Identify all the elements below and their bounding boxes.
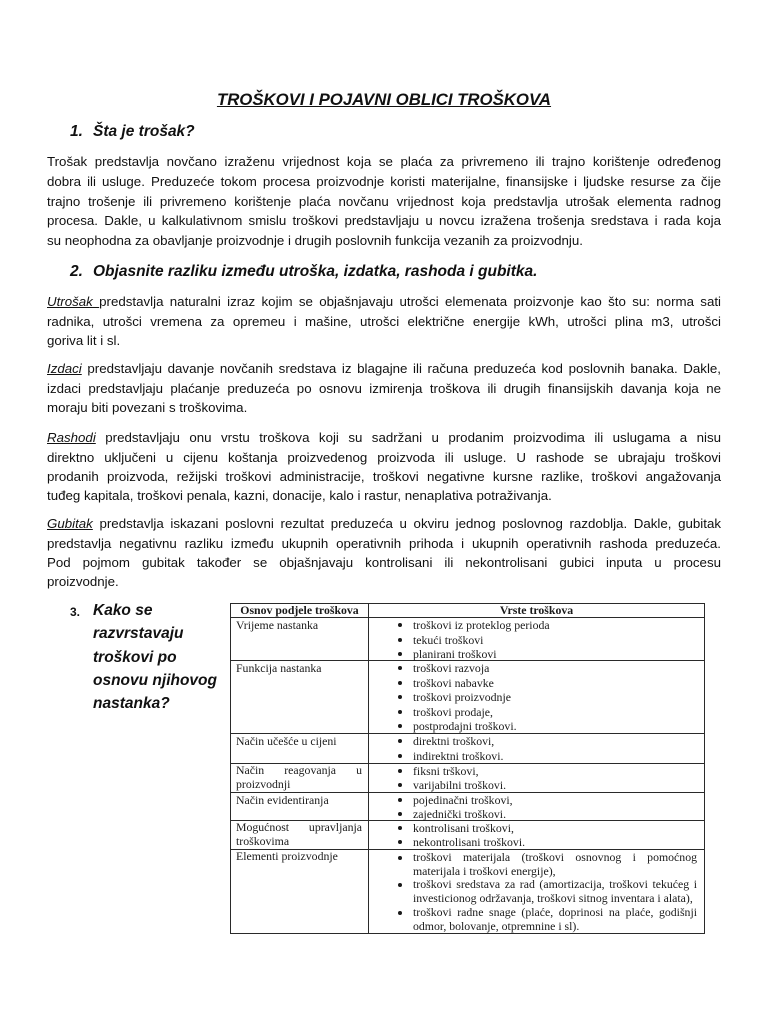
term-gubitak: Gubitak xyxy=(47,516,93,532)
table-header-cell: Vrste troškova xyxy=(499,603,574,617)
section-2-heading xyxy=(70,262,537,282)
cost-type-item xyxy=(413,851,697,878)
table-header-cell: Osnov podjele troškova xyxy=(231,604,369,617)
izdaci-paragraph xyxy=(47,359,721,417)
item-line: troškovi materijala (troškovi osnovnog i pomoćnog xyxy=(413,850,697,864)
section-1-heading xyxy=(70,122,195,142)
text-line: proizvodnje. xyxy=(47,574,119,589)
cost-type-item: indirektni troškovi. xyxy=(413,749,697,764)
basis-label: Funkcija nastanka xyxy=(236,661,322,675)
text-line: moraju biti povezani s troškovima. xyxy=(47,399,248,415)
cost-type-item: pojedinačni troškovi, xyxy=(413,793,697,807)
text-line: tuđeg kapitala, troškovi penala, kazni, donacije, kalo i rastur, nenaplativa potraživanja. xyxy=(47,488,552,503)
heading-line: troškovi po xyxy=(93,648,177,666)
basis-cell xyxy=(231,734,369,763)
text-line: dobra ili usluge. Preduzeće tokom procesa proizvodnje koristi materijalne, finansijske i ljudske resurse za čije xyxy=(47,173,721,189)
item-line: materijala i troškovi energije), xyxy=(413,863,556,878)
basis-cell xyxy=(231,821,369,849)
basis-label: Vrijeme nastanka xyxy=(236,618,319,632)
text-line: su neophodna za obavljanje proizvodnje i drugih poslovnih funkcija vezanih za proizvodnju. xyxy=(47,233,583,248)
text-line: Pod pojmom gubitak također se objašnjavaju kontrolisani ili nekontrolisani gubici inputa u procesu xyxy=(47,554,721,570)
cost-type-item: postprodajni troškovi. xyxy=(413,719,697,734)
basis-cell xyxy=(231,793,369,820)
basis-label: troškovima xyxy=(236,833,290,848)
basis-label: Način reagovanja u xyxy=(236,763,362,777)
cost-type-item: troškovi prodaje, xyxy=(413,705,697,720)
page-title: TROŠKOVI I POJAVNI OBLICI TROŠKOVA xyxy=(216,90,552,109)
basis-cell xyxy=(231,764,369,792)
basis-label: Mogućnost upravljanja xyxy=(236,820,362,834)
section-3-heading xyxy=(93,599,223,715)
text-line: goriva lit i sl. xyxy=(47,332,121,348)
text-line: trajno trošenje ili privremeno korištenje plaća novčanu vrijednost koja predstavlja utrošak elementa radnog xyxy=(47,193,721,209)
basis-cell xyxy=(231,850,369,933)
section-2-number: 2. xyxy=(70,263,83,280)
cost-type-item: troškovi razvoja xyxy=(413,661,697,676)
basis-cell xyxy=(231,618,369,660)
cost-type-item: zajednički troškovi. xyxy=(413,807,697,821)
types-cell xyxy=(369,618,704,660)
cost-type-item: kontrolisani troškovi, xyxy=(413,821,697,835)
text-line: Trošak predstavlja novčano izraženu vrijednost koja se plaća za privremeno ili trajno korištenje određenog xyxy=(47,154,721,169)
cost-type-item: nekontrolisani troškovi. xyxy=(413,835,697,849)
cost-type-item: troškovi nabavke xyxy=(413,676,697,691)
types-cell xyxy=(369,734,704,763)
text-line: radnika, utrošci vremena za opremeu i mašine, utrošci električne energije kWh, utrošci plina m3, utrošci xyxy=(47,313,721,329)
text-line-rest: predstavlja iskazani poslovni rezultat preduzeća u okviru jednog poslovnog razdoblja. Dakle, gubitak xyxy=(92,516,721,532)
basis-label: Način učešće u cijeni xyxy=(236,734,337,748)
table-row xyxy=(231,734,704,764)
section-1-heading-text: Šta je trošak? xyxy=(93,123,195,140)
types-cell xyxy=(369,821,704,849)
cost-type-item: troškovi iz proteklog perioda xyxy=(413,618,697,633)
text-line xyxy=(47,359,721,378)
term-izdaci: Izdaci xyxy=(47,361,82,377)
table-row xyxy=(231,793,704,821)
types-cell xyxy=(369,661,704,733)
text-line xyxy=(47,514,721,533)
text-line: prodanih proizvoda, režijski troškovi administracije, troškovi negativne kursne razlike, troškovi angažovanja xyxy=(47,468,721,484)
cost-type-item: varijabilni troškovi. xyxy=(413,778,697,792)
cost-type-item: planirani troškovi xyxy=(413,647,697,662)
heading-line: nastanka? xyxy=(93,695,170,713)
utrosak-paragraph xyxy=(47,292,721,350)
cost-type-item: fiksni trškovi, xyxy=(413,764,697,778)
cost-type-item: troškovi proizvodnje xyxy=(413,690,697,705)
basis-cell xyxy=(231,661,369,733)
cost-classification-table xyxy=(230,603,705,934)
text-line xyxy=(47,428,721,447)
heading-line: osnovu njihovog xyxy=(93,671,217,689)
text-line: direktno uključeni u cijenu koštanja proizvedenog proizvoda ili usluge. U rashode se ubrajaju troškovi xyxy=(47,449,721,465)
item-line: troškovi sredstava za rad (amortizacija, troškovi tekućeg i xyxy=(413,877,697,892)
item-line: odmor, bolovanje, otpremnine i sl). xyxy=(413,918,580,933)
text-line xyxy=(47,292,721,311)
section-2-heading-text: Objasnite razliku između utroška, izdatka, rashoda i gubitka. xyxy=(93,263,538,280)
cost-type-item: direktni troškovi, xyxy=(413,734,697,749)
table-row xyxy=(231,618,704,661)
text-line: predstavlja negativnu razliku između ukupnih operativnih prihoda i ukupnih operativnih rashoda preduzeća. xyxy=(47,535,721,551)
basis-label: Elementi proizvodnje xyxy=(236,849,338,863)
table-row xyxy=(231,850,704,933)
table-header-row xyxy=(231,604,704,618)
table-row xyxy=(231,661,704,734)
text-line: izdaci predstavljaju plaćanje preduzeća po osnovu izmirenja troškova ili drugih finansijskih davanja koja ne xyxy=(47,380,721,396)
basis-label: proizvodnji xyxy=(236,776,291,791)
types-cell xyxy=(369,850,704,933)
types-cell xyxy=(369,793,704,820)
cost-type-item xyxy=(413,878,697,905)
heading-line: Kako se xyxy=(93,602,153,619)
section-1-paragraph xyxy=(47,152,721,251)
basis-label: Način evidentiranja xyxy=(236,793,329,807)
term-utrosak: Utrošak xyxy=(47,294,100,310)
types-cell xyxy=(369,764,704,792)
gubitak-paragraph xyxy=(47,514,721,591)
rashodi-paragraph xyxy=(47,428,721,505)
text-line-rest: predstavlja naturalni izraz kojim se objašnjavaju utrošci elemenata proizvonje kao što su: norma sati xyxy=(99,294,721,310)
text-line: procesa. Dakle, u kalkulativnom smislu troškovi predstavljaju u novcu izražena trošenja sredstava i rada koja xyxy=(47,213,721,229)
heading-line: razvrstavaju xyxy=(93,625,184,643)
cost-type-item: tekući troškovi xyxy=(413,633,697,648)
section-3-number: 3. xyxy=(70,605,81,619)
table-row xyxy=(231,764,704,793)
term-rashodi: Rashodi xyxy=(47,430,96,446)
cost-type-item xyxy=(413,906,697,933)
text-line-rest: predstavljaju onu vrstu troškova koji su sadržani u prodanim proizvodima ili uslugama a nisu xyxy=(95,430,721,446)
text-line-rest: predstavljaju davanje novčanih sredstava iz blagajne ili računa preduzeća kod poslovnih banaka. Dakle, xyxy=(81,361,721,377)
table-row xyxy=(231,821,704,850)
item-line: investicionog održavanja, troškovi sitnog inventara i alata), xyxy=(413,891,693,906)
item-line: troškovi radne snage (plaće, doprinosi na plaće, godišnji xyxy=(413,904,697,919)
section-1-number: 1. xyxy=(70,123,83,140)
